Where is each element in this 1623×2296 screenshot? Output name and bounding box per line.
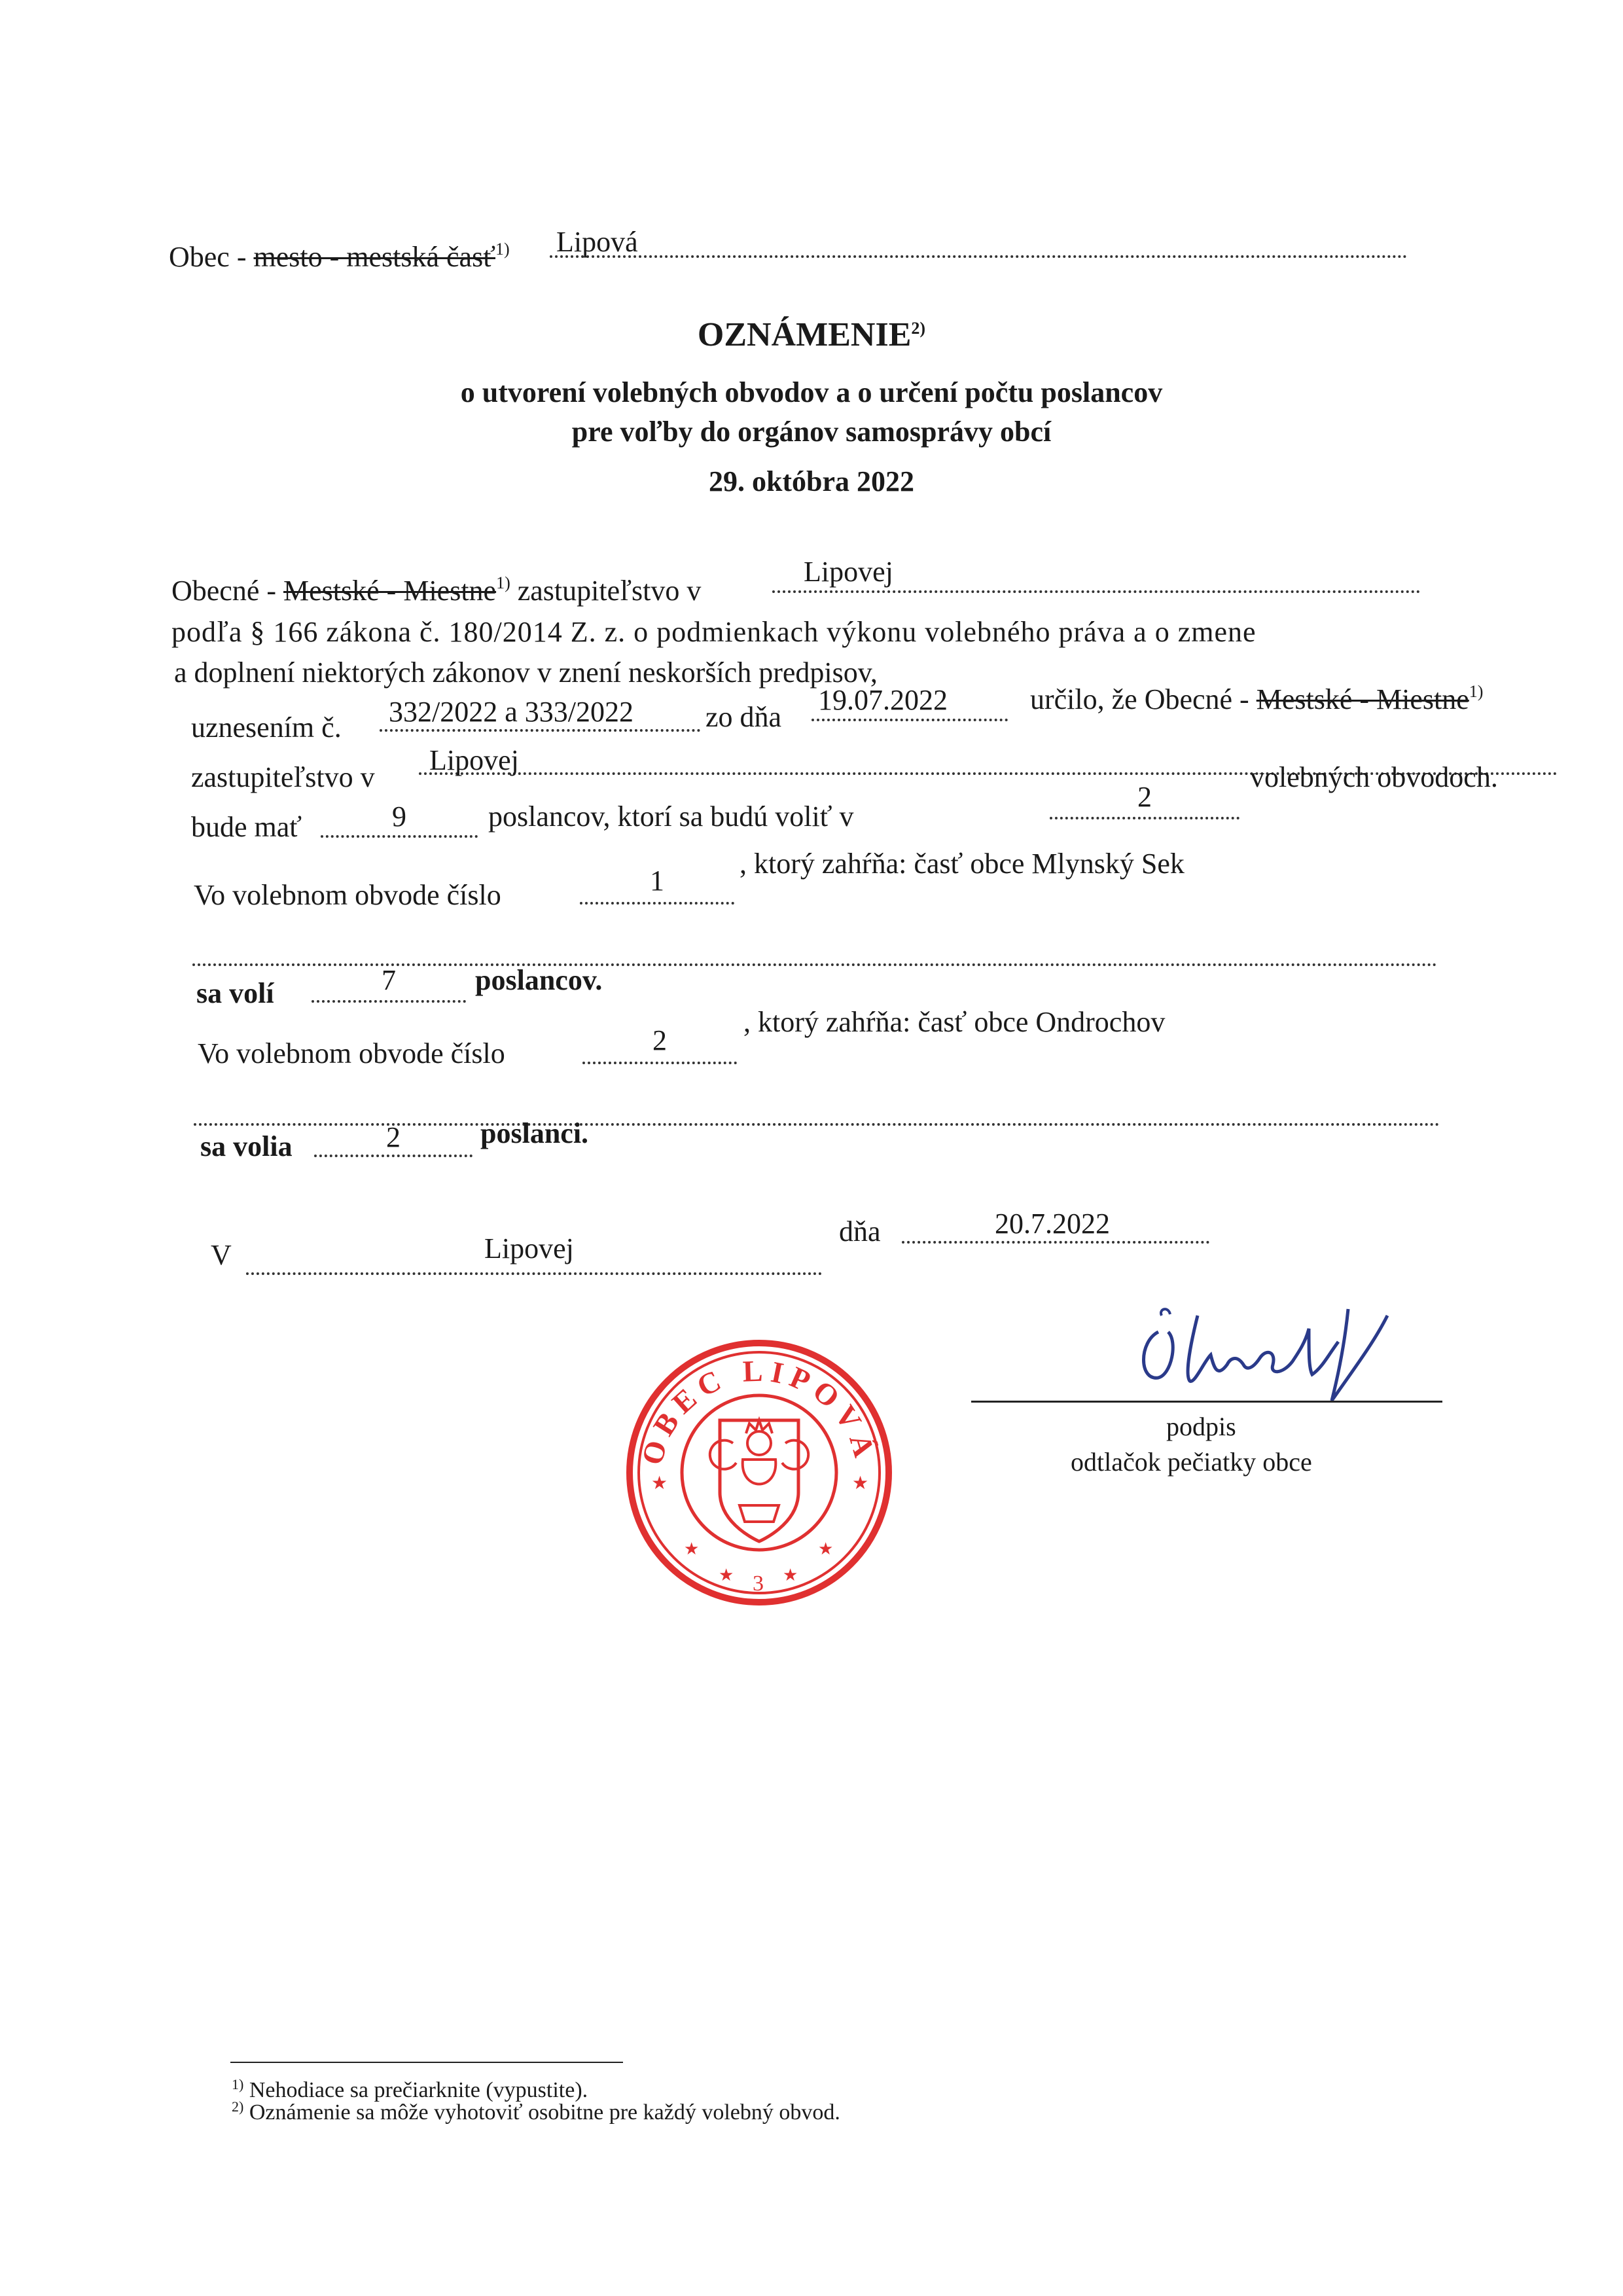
members-count: 9 [392, 800, 406, 833]
district-2-count-dots [314, 1155, 473, 1157]
district-2-count: 2 [386, 1121, 401, 1153]
signing-date: 20.7.2022 [995, 1208, 1110, 1240]
official-stamp [622, 1329, 897, 1617]
footnote-rule [230, 2062, 623, 2063]
council-label-2: zastupiteľstvo v [191, 761, 375, 793]
legal-basis-line-2: a doplnení niektorých zákonov v znení neskorších predpisov, [174, 656, 878, 689]
districts-text: volebných obvodoch. [1250, 761, 1498, 793]
header-struck-text: mesto - mestská časť [253, 241, 495, 273]
signing-place: Lipovej [484, 1232, 574, 1265]
district-2-label: Vo volebnom obvode číslo [198, 1037, 505, 1069]
stamp-star-right: ★ [852, 1473, 869, 1494]
determined-line: určilo, že Obecné - Mestské - Miestne$^{1)}$ [1030, 682, 1484, 715]
resolution-label: uznesením č. [191, 711, 342, 744]
district-1-label: Vo volebnom obvode číslo [194, 879, 501, 911]
council-struck-text: Mestské - Miestne [283, 575, 497, 607]
place-v-label: V [211, 1239, 232, 1271]
district-1-elect-label: sa volí [196, 977, 274, 1009]
place-dots [246, 1272, 822, 1275]
district-1-number: 1 [650, 865, 664, 897]
handwritten-signature [1113, 1302, 1440, 1420]
council-place-dots [772, 590, 1420, 593]
date-dots [902, 1241, 1209, 1244]
resolution-dots [380, 729, 700, 732]
council-place: Lipovej [804, 556, 893, 588]
members-count-dots [321, 835, 478, 838]
determined-struck-text: Mestské - Miestne [1256, 683, 1469, 715]
district-1-count: 7 [382, 964, 396, 996]
election-date: 29. októbra 2022 [708, 465, 915, 497]
district-2-unit: poslanci. [480, 1117, 589, 1149]
resolution-date-dots [812, 719, 1008, 721]
stamp-number: 3 [753, 1571, 764, 1596]
members-label: bude mať [191, 811, 302, 843]
district-1-count-dots [312, 1000, 466, 1003]
footnote-2-mark: 2) [232, 2098, 244, 2115]
district-1-covers: , ktorý zahŕňa: časť obce Mlynský Sek [740, 848, 1185, 880]
stamp-label: odtlačok pečiatky obce [1071, 1447, 1312, 1477]
footnote-2: $^{2)}$ Oznámenie sa môže vyhotoviť osobitne pre každý volebný obvod. [232, 2098, 840, 2125]
members-text: poslancov, ktorí sa budú voliť v [488, 800, 854, 833]
signature-label: podpis [1166, 1412, 1236, 1441]
district-1-number-dots [580, 902, 734, 905]
title-line-1: o utvorení volebných obvodov a o určení počtu poslancov [460, 376, 1163, 408]
district-2-number-dots [582, 1062, 737, 1064]
resolution-date: 19.07.2022 [818, 684, 948, 716]
header-value-dots [550, 255, 1407, 258]
stamp-star-lower-left: ★ [684, 1539, 700, 1558]
stamp-star-bottom-left: ★ [719, 1566, 734, 1585]
legal-basis-line-1: podľa § 166 zákona č. 180/2014 Z. z. o podmienkach výkonu volebného práva a o zmene [171, 616, 1257, 648]
district-2-number: 2 [652, 1024, 667, 1056]
district-1-unit: poslancov. [475, 964, 603, 996]
footnote-1-mark: 1) [232, 2076, 244, 2092]
stamp-star-lower-right: ★ [818, 1539, 834, 1558]
district-count: 2 [1137, 781, 1152, 813]
header-municipality: Lipová [556, 226, 638, 258]
signature-line [971, 1401, 1442, 1403]
district-2-elect-label: sa volia [200, 1130, 293, 1162]
council-line: Obecné - Mestské - Miestne$^{1)}$ zastupiteľstvo v [171, 573, 702, 607]
district-count-dots [1050, 817, 1240, 819]
district-2-covers: , ktorý zahŕňa: časť obce Ondrochov [743, 1006, 1166, 1038]
title-footnote-mark: 2) [911, 319, 926, 338]
stamp-star-bottom-right: ★ [783, 1566, 798, 1585]
council-place-2: Lipovej [429, 744, 519, 776]
footnote-1: $^{1)}$ Nehodiace sa prečiarknite (vypustite). [232, 2076, 588, 2102]
document-title: OZNÁMENIE$^{2)}$ [697, 316, 926, 353]
stamp-text: OBEC LIPOVÁ [635, 1354, 883, 1469]
stamp-star-left: ★ [651, 1473, 668, 1494]
header-label: Obec - [169, 241, 254, 273]
title-line-2: pre voľby do orgánov samosprávy obcí [571, 416, 1052, 448]
resolution-number: 332/2022 a 333/2022 [389, 696, 633, 728]
resolution-date-label: zo dňa [705, 701, 782, 733]
header-line [169, 241, 510, 272]
date-label: dňa [839, 1215, 881, 1247]
header-footnote-mark: 1) [495, 240, 510, 259]
